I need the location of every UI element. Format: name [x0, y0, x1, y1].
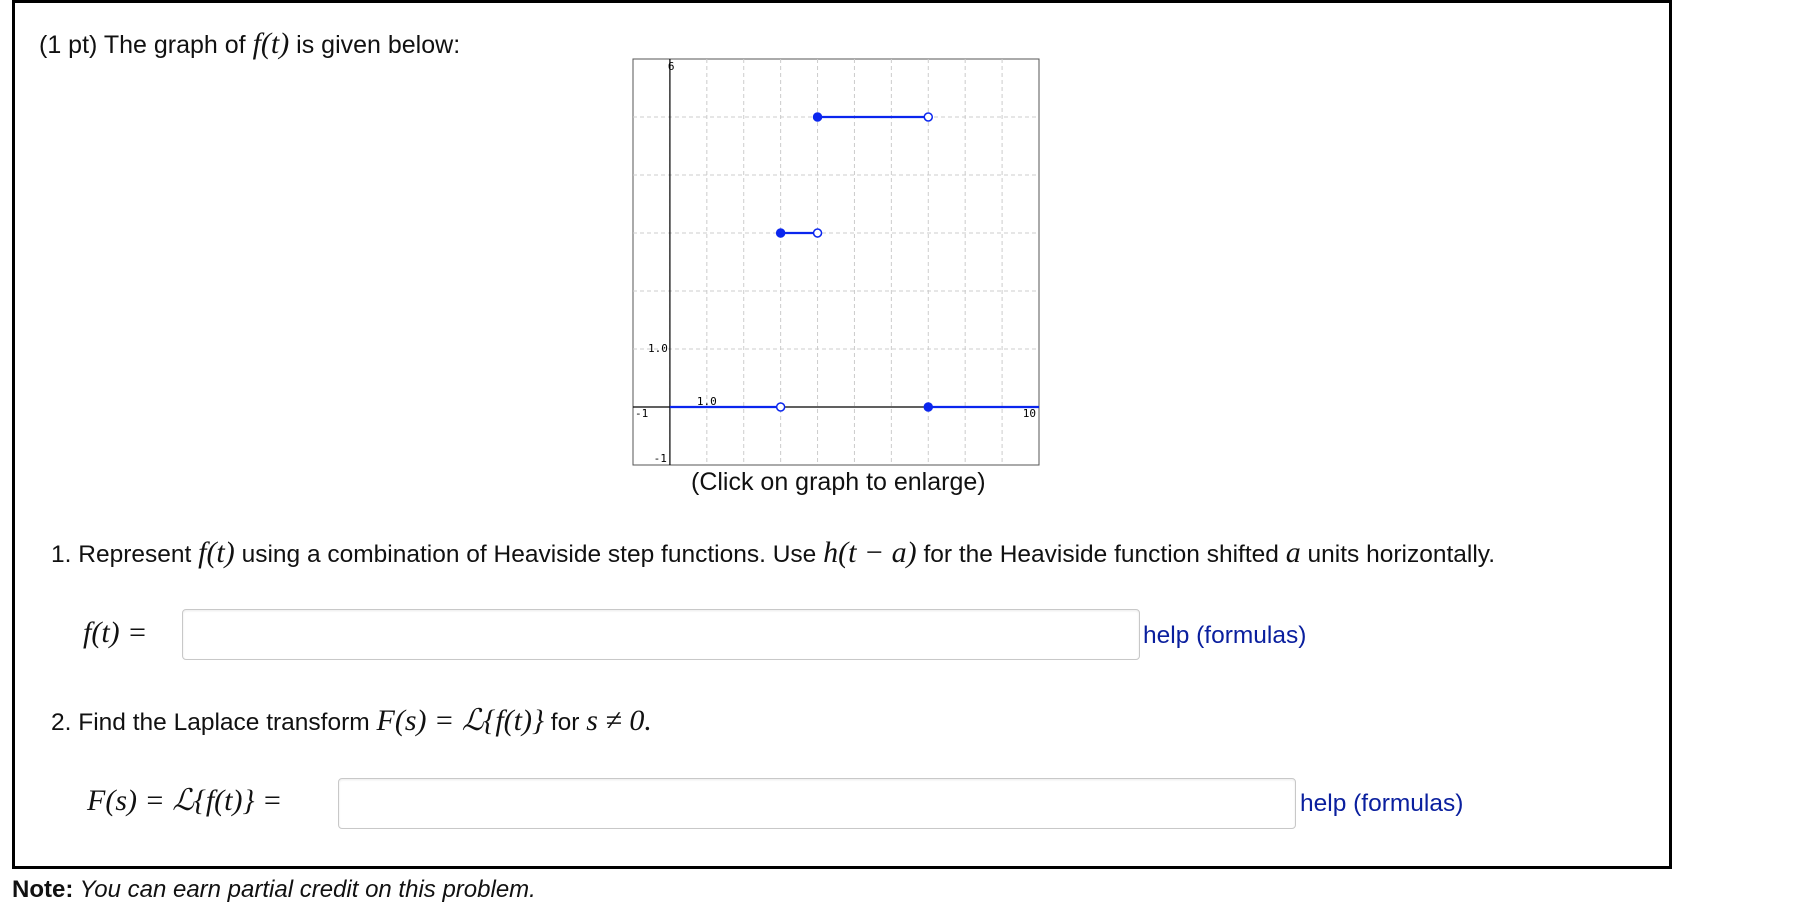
question-2: [51, 703, 652, 738]
answer-1-input[interactable]: [182, 609, 1140, 660]
intro-prefix: (1 pt) The graph of: [39, 31, 253, 59]
intro-func: f(t): [252, 27, 290, 60]
problem-frame: [12, 0, 1672, 869]
note-label: Note:: [12, 876, 74, 903]
q1-func: f(t): [198, 536, 235, 569]
x-tick-label-one: 1.0: [696, 395, 717, 408]
q2-text-a: Find the Laplace transform: [78, 709, 377, 736]
graph-container[interactable]: [632, 58, 1040, 466]
help-formulas-link-2[interactable]: help (formulas): [1300, 790, 1464, 817]
partial-credit-note: [12, 876, 536, 904]
q1-text-a: Represent: [78, 541, 199, 568]
q2-number: 2.: [51, 709, 72, 736]
x-tick-label-min: -1: [635, 407, 649, 420]
intro-suffix: is given below:: [289, 31, 461, 59]
help-formulas-link-1[interactable]: help (formulas): [1143, 622, 1307, 649]
answer-2-input[interactable]: [338, 778, 1296, 829]
y-tick-label-min: -1: [653, 452, 667, 465]
segment-2-start-closed-point: [777, 229, 785, 237]
segment-1-end-open-point: [777, 403, 785, 411]
y-tick-label-one: 1.0: [648, 342, 668, 355]
q1-text-c: for the Heaviside function shifted: [916, 541, 1286, 568]
q1-text-b: using a combination of Heaviside step functions. Use: [234, 541, 824, 568]
q2-condition: s ≠ 0.: [586, 704, 652, 737]
segment-2-end-open-point: [814, 229, 822, 237]
segment-4-start-closed-point: [924, 403, 932, 411]
answer-2-label: F(s) = ℒ{f(t)} =: [87, 784, 283, 817]
q1-number: 1.: [51, 541, 72, 568]
x-tick-label-max: 10: [1022, 407, 1036, 420]
q1-heaviside: h(t − a): [823, 536, 917, 569]
piecewise-graph[interactable]: [632, 58, 1040, 466]
y-tick-label-max: 6: [667, 60, 675, 73]
answer-1-label: f(t) =: [83, 616, 148, 649]
q2-expr: F(s) = ℒ{f(t)}: [376, 704, 544, 737]
segment-3-start-closed-point: [814, 113, 822, 121]
problem-intro: [39, 27, 460, 61]
note-text: You can earn partial credit on this problem.: [73, 876, 536, 903]
q2-text-b: for: [543, 709, 587, 736]
segment-3-end-open-point: [924, 113, 932, 121]
graph-frame: [633, 59, 1039, 465]
question-1: [51, 536, 1495, 570]
q1-a-var: a: [1285, 536, 1301, 569]
graph-enlarge-caption[interactable]: (Click on graph to enlarge): [691, 468, 986, 496]
q1-text-d: units horizontally.: [1300, 541, 1496, 568]
